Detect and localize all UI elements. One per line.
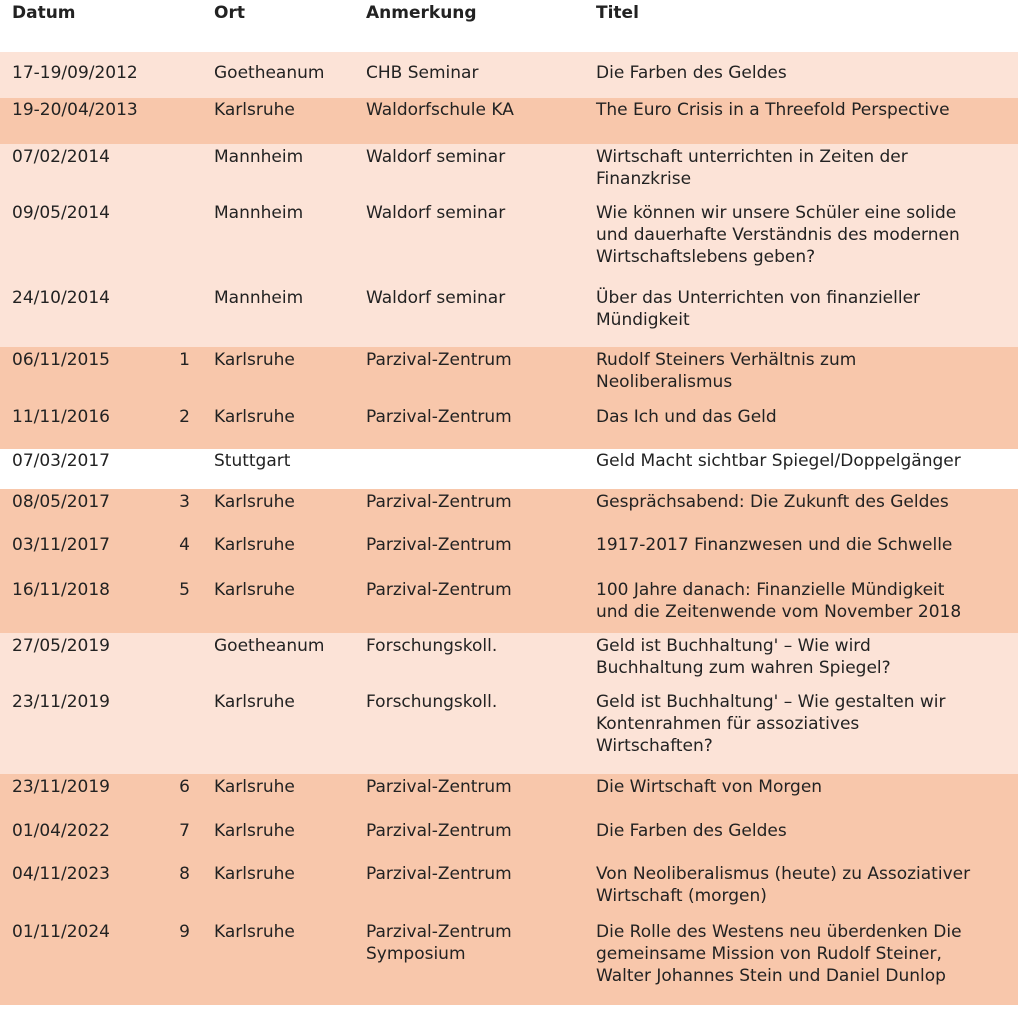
cell-anmerkung	[354, 144, 584, 200]
header-titel: Titel	[584, 0, 1018, 52]
cell-nr-text: 8	[179, 864, 190, 884]
cell-titel	[584, 285, 1018, 347]
table-row	[0, 818, 1018, 861]
cell-anmerkung-text: Parzival-Zentrum	[366, 777, 512, 797]
cell-anmerkung-text: Parzival-Zentrum	[366, 407, 512, 427]
cell-nr	[166, 144, 202, 200]
cell-ort-text: Karlsruhe	[214, 692, 295, 712]
cell-titel-text: Von Neoliberalismus (heute) zu Assoziativer Wirtschaft (morgen)	[596, 864, 971, 906]
header-row	[0, 0, 1018, 52]
cell-anmerkung-text: Parzival-Zentrum Symposium	[366, 922, 512, 964]
cell-titel	[584, 52, 1018, 98]
cell-datum	[0, 98, 166, 144]
cell-ort	[202, 633, 354, 689]
cell-datum	[0, 689, 166, 774]
cell-titel	[584, 818, 1018, 861]
cell-datum	[0, 285, 166, 347]
cell-ort	[202, 98, 354, 144]
cell-nr	[166, 919, 202, 1005]
cell-datum	[0, 919, 166, 1005]
table-row	[0, 52, 1018, 98]
cell-nr	[166, 774, 202, 818]
cell-datum-text: 19-20/04/2013	[12, 100, 138, 120]
cell-datum	[0, 532, 166, 575]
cell-anmerkung	[354, 532, 584, 575]
cell-ort	[202, 532, 354, 575]
cell-anmerkung	[354, 919, 584, 1005]
cell-datum	[0, 52, 166, 98]
cell-ort	[202, 200, 354, 285]
table-row	[0, 919, 1018, 1005]
table-row	[0, 532, 1018, 575]
table-row	[0, 689, 1018, 774]
cell-datum-text: 23/11/2019	[12, 777, 110, 797]
cell-nr	[166, 98, 202, 144]
cell-nr	[166, 489, 202, 532]
header-anmerkung: Anmerkung	[354, 0, 584, 52]
cell-ort	[202, 575, 354, 633]
cell-ort-text: Mannheim	[214, 203, 304, 223]
cell-titel	[584, 633, 1018, 689]
cell-anmerkung	[354, 633, 584, 689]
cell-titel	[584, 919, 1018, 1005]
cell-ort	[202, 52, 354, 98]
cell-datum-text: 09/05/2014	[12, 203, 110, 223]
cell-nr	[166, 818, 202, 861]
cell-titel	[584, 489, 1018, 532]
cell-anmerkung	[354, 404, 584, 449]
table-row	[0, 774, 1018, 818]
cell-datum-text: 27/05/2019	[12, 636, 110, 656]
cell-ort-text: Mannheim	[214, 147, 304, 167]
cell-titel-text: Geld ist Buchhaltung' – Wie wird Buchhaltung zum wahren Spiegel?	[596, 636, 891, 678]
cell-nr	[166, 575, 202, 633]
table-row	[0, 489, 1018, 532]
cell-anmerkung-text: Waldorf seminar	[366, 288, 506, 308]
header-nr	[166, 0, 202, 52]
cell-ort-text: Karlsruhe	[214, 922, 295, 942]
cell-titel-text: Die Farben des Geldes	[596, 821, 787, 841]
cell-anmerkung	[354, 689, 584, 774]
cell-titel	[584, 200, 1018, 285]
cell-datum	[0, 633, 166, 689]
cell-anmerkung-text: Forschungskoll.	[366, 692, 498, 712]
cell-nr	[166, 285, 202, 347]
cell-nr	[166, 449, 202, 489]
cell-datum	[0, 144, 166, 200]
cell-ort	[202, 144, 354, 200]
cell-nr-text: 1	[179, 350, 190, 370]
cell-titel-text: Die Rolle des Westens neu überdenken Die gemeinsame Mission von Rudolf Steiner, Walter Johannes Stein und Daniel Dunlop	[596, 922, 962, 986]
cell-titel-text: Wie können wir unsere Schüler eine solide und dauerhafte Verständnis des modernen Wirtschaftslebens geben?	[596, 203, 960, 267]
cell-datum-text: 07/03/2017	[12, 451, 110, 471]
cell-datum-text: 01/11/2024	[12, 922, 110, 942]
cell-datum-text: 01/04/2022	[12, 821, 110, 841]
cell-ort-text: Goetheanum	[214, 636, 325, 656]
cell-anmerkung	[354, 98, 584, 144]
cell-ort	[202, 489, 354, 532]
table-body	[0, 52, 1018, 1005]
cell-nr	[166, 404, 202, 449]
cell-anmerkung	[354, 861, 584, 919]
cell-anmerkung	[354, 774, 584, 818]
cell-anmerkung	[354, 449, 584, 489]
cell-ort-text: Karlsruhe	[214, 350, 295, 370]
cell-nr-text: 2	[179, 407, 190, 427]
cell-nr	[166, 200, 202, 285]
cell-ort-text: Karlsruhe	[214, 100, 295, 120]
cell-ort	[202, 285, 354, 347]
cell-datum	[0, 347, 166, 404]
table-row	[0, 575, 1018, 633]
cell-nr	[166, 633, 202, 689]
cell-ort	[202, 919, 354, 1005]
cell-datum-text: 11/11/2016	[12, 407, 110, 427]
table-row	[0, 200, 1018, 285]
cell-anmerkung-text: Parzival-Zentrum	[366, 492, 512, 512]
cell-datum-text: 06/11/2015	[12, 350, 110, 370]
cell-datum	[0, 575, 166, 633]
cell-titel-text: Gesprächsabend: Die Zukunft des Geldes	[596, 492, 949, 512]
cell-ort-text: Goetheanum	[214, 63, 325, 83]
cell-nr-text: 6	[179, 777, 190, 797]
cell-anmerkung	[354, 575, 584, 633]
cell-titel-text: Rudolf Steiners Verhältnis zum Neoliberalismus	[596, 350, 857, 392]
cell-nr	[166, 52, 202, 98]
table-row	[0, 633, 1018, 689]
cell-datum	[0, 774, 166, 818]
cell-nr	[166, 347, 202, 404]
cell-anmerkung-text: CHB Seminar	[366, 63, 479, 83]
cell-anmerkung-text: Waldorf seminar	[366, 203, 506, 223]
cell-ort-text: Karlsruhe	[214, 580, 295, 600]
table-row	[0, 449, 1018, 489]
header-datum: Datum	[0, 0, 166, 52]
table-row	[0, 98, 1018, 144]
cell-titel	[584, 347, 1018, 404]
cell-datum-text: 24/10/2014	[12, 288, 110, 308]
cell-titel	[584, 144, 1018, 200]
cell-ort	[202, 347, 354, 404]
table-header	[0, 0, 1018, 52]
cell-anmerkung	[354, 200, 584, 285]
cell-nr-text: 5	[179, 580, 190, 600]
cell-datum	[0, 818, 166, 861]
cell-ort-text: Mannheim	[214, 288, 304, 308]
cell-anmerkung	[354, 489, 584, 532]
cell-titel-text: Über das Unterrichten von finanzieller Mündigkeit	[596, 288, 921, 330]
cell-titel	[584, 575, 1018, 633]
cell-datum	[0, 404, 166, 449]
cell-nr-text: 3	[179, 492, 190, 512]
cell-nr-text: 7	[179, 821, 190, 841]
cell-ort-text: Karlsruhe	[214, 492, 295, 512]
cell-datum-text: 17-19/09/2012	[12, 63, 138, 83]
cell-anmerkung-text: Parzival-Zentrum	[366, 580, 512, 600]
cell-titel	[584, 449, 1018, 489]
cell-titel-text: Die Farben des Geldes	[596, 63, 787, 83]
cell-anmerkung-text: Parzival-Zentrum	[366, 864, 512, 884]
table-row	[0, 404, 1018, 449]
cell-anmerkung-text: Parzival-Zentrum	[366, 821, 512, 841]
cell-titel-text: Das Ich und das Geld	[596, 407, 777, 427]
table-row	[0, 144, 1018, 200]
cell-anmerkung	[354, 52, 584, 98]
cell-ort	[202, 774, 354, 818]
cell-anmerkung-text: Forschungskoll.	[366, 636, 498, 656]
cell-anmerkung	[354, 347, 584, 404]
cell-titel	[584, 774, 1018, 818]
cell-datum	[0, 449, 166, 489]
cell-anmerkung-text: Parzival-Zentrum	[366, 350, 512, 370]
cell-nr-text: 4	[179, 535, 190, 555]
header-ort: Ort	[202, 0, 354, 52]
cell-datum	[0, 489, 166, 532]
cell-titel	[584, 861, 1018, 919]
cell-nr	[166, 532, 202, 575]
cell-ort-text: Karlsruhe	[214, 407, 295, 427]
cell-titel-text: 1917-2017 Finanzwesen und die Schwelle	[596, 535, 953, 555]
cell-nr-text: 9	[179, 922, 190, 942]
cell-datum-text: 07/02/2014	[12, 147, 110, 167]
cell-anmerkung	[354, 818, 584, 861]
cell-datum-text: 04/11/2023	[12, 864, 110, 884]
cell-ort	[202, 818, 354, 861]
table-row	[0, 861, 1018, 919]
cell-ort	[202, 449, 354, 489]
cell-anmerkung-text: Parzival-Zentrum	[366, 535, 512, 555]
cell-titel	[584, 532, 1018, 575]
cell-titel-text: The Euro Crisis in a Threefold Perspective	[596, 100, 950, 120]
cell-datum	[0, 200, 166, 285]
cell-datum-text: 16/11/2018	[12, 580, 110, 600]
cell-titel-text: Geld Macht sichtbar Spiegel/Doppelgänger	[596, 451, 961, 471]
cell-datum	[0, 861, 166, 919]
cell-anmerkung-text: Waldorfschule KA	[366, 100, 514, 120]
cell-nr	[166, 861, 202, 919]
cell-anmerkung-text: Waldorf seminar	[366, 147, 506, 167]
cell-titel-text: 100 Jahre danach: Finanzielle Mündigkeit und die Zeitenwende vom November 2018	[596, 580, 962, 622]
cell-ort-text: Karlsruhe	[214, 821, 295, 841]
cell-anmerkung	[354, 285, 584, 347]
cell-ort	[202, 861, 354, 919]
cell-titel	[584, 689, 1018, 774]
cell-nr	[166, 689, 202, 774]
cell-titel	[584, 98, 1018, 144]
cell-ort-text: Karlsruhe	[214, 535, 295, 555]
cell-titel-text: Die Wirtschaft von Morgen	[596, 777, 823, 797]
cell-ort	[202, 404, 354, 449]
cell-ort-text: Stuttgart	[214, 451, 291, 471]
cell-datum-text: 08/05/2017	[12, 492, 110, 512]
table-row	[0, 285, 1018, 347]
cell-ort-text: Karlsruhe	[214, 864, 295, 884]
cell-titel-text: Geld ist Buchhaltung' – Wie gestalten wir Kontenrahmen für assoziatives Wirtschaften?	[596, 692, 946, 756]
table-row	[0, 347, 1018, 404]
cell-ort-text: Karlsruhe	[214, 777, 295, 797]
cell-datum-text: 23/11/2019	[12, 692, 110, 712]
cell-titel	[584, 404, 1018, 449]
cell-ort	[202, 689, 354, 774]
cell-datum-text: 03/11/2017	[12, 535, 110, 555]
cell-titel-text: Wirtschaft unterrichten in Zeiten der Finanzkrise	[596, 147, 908, 189]
